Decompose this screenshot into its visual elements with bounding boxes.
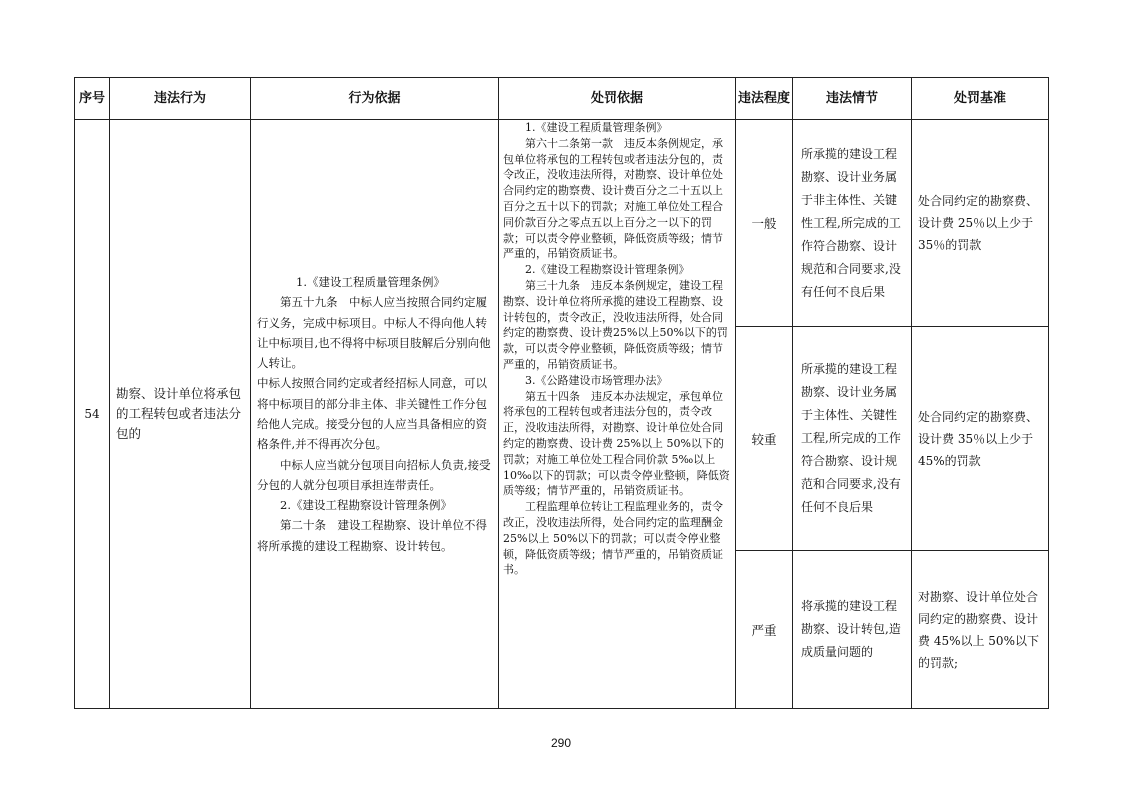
header-row <box>75 78 1049 120</box>
header-penalty: 处罚依据 <box>499 78 736 120</box>
row-penalty <box>499 120 736 709</box>
standard-severe: 对勘察、设计单位处合同约定的勘察费、设计费 45%以上 50%以下的罚款; <box>912 551 1049 709</box>
table-row <box>75 120 1049 327</box>
circumstance-serious: 所承揽的建设工程勘察、设计业务属于主体性、关键性工程,所完成的工作符合勘察、设计规范和合同要求,没有任何不良后果 <box>793 327 912 551</box>
header-seq: 序号 <box>75 78 110 120</box>
basis-article-59-para-2: 中标人按照合同约定或者经招标人同意，可以将中标项目的部分非主体、非关键性工作分包给他人完成。接受分包的人应当具备相应的资格条件,并不得再次分包。 <box>257 376 487 452</box>
basis-law-1: 1.《建设工程质量管理条例》 <box>296 274 445 289</box>
basis-article-59: 第五十九条 中标人应当按照合同约定履行义务，完成中标项目。中标人不得向他人转让中标项目,也不得将中标项目肢解后分别向他人转让。 <box>257 295 491 371</box>
basis-law-2: 2.《建设工程勘察设计管理条例》 <box>280 498 452 513</box>
header-standard: 处罚基准 <box>912 78 1049 120</box>
page-number: 290 <box>550 736 572 750</box>
degree-serious: 较重 <box>736 327 793 551</box>
degree-severe: 严重 <box>736 551 793 709</box>
penalty-law-1: 1.《建设工程质量管理条例》 <box>525 121 668 134</box>
row-basis <box>251 120 499 709</box>
row-seq: 54 <box>75 120 110 709</box>
penalty-article-39: 第三十九条 违反本条例规定，建设工程勘察、设计单位将所承揽的建设工程勘察、设计转包的，责令改正，没收违法所得，处合同约定的勘察费、设计费25%以上50%以下的罚款，可以责令停业整顿，降低资质等级；情节严重的，吊销资质证书。 <box>503 278 728 371</box>
standard-general: 处合同约定的勘察费、设计费 25％以上少于 35％的罚款 <box>912 120 1049 327</box>
header-degree: 违法程度 <box>736 78 793 120</box>
circumstance-severe: 将承揽的建设工程勘察、设计转包,造成质量问题的 <box>793 551 912 709</box>
circumstance-general: 所承揽的建设工程勘察、设计业务属于非主体性、关键性工程,所完成的工作符合勘察、设计规范和合同要求,没有任何不良后果 <box>793 120 912 327</box>
penalty-article-54-para-2: 工程监理单位转让工程监理业务的，责令改正，没收违法所得，处合同约定的监理酬金 25%以上 50%以下的罚款；可以责令停业整顿，降低资质等级；情节严重的，吊销资质证书。 <box>503 500 723 577</box>
penalty-law-2: 2.《建设工程勘察设计管理条例》 <box>525 263 690 277</box>
penalty-standard-table <box>74 77 1049 709</box>
penalty-article-54: 第五十四条 违反本办法规定，承包单位将承包的工程转包或者违法分包的，责令改正，没收违法所得，对勘察、设计单位处合同约定的勘察费、设计费 25%以上 50%以下的罚款；对施工单位处工程合同价款 5‰以上10‰以下的罚款；可以责令停业整顿，降低资质等级；情节严重的，吊销资质证书。 <box>503 389 730 498</box>
header-act: 违法行为 <box>110 78 251 120</box>
header-basis: 行为依据 <box>251 78 499 120</box>
standard-serious: 处合同约定的勘察费、设计费 35％以上少于 45%的罚款 <box>912 327 1049 551</box>
header-circumstance: 违法情节 <box>793 78 912 120</box>
penalty-law-3: 3.《公路建设市场管理办法》 <box>525 373 668 387</box>
basis-article-20: 第二十条 建设工程勘察、设计单位不得将所承揽的建设工程勘察、设计转包。 <box>257 518 487 553</box>
penalty-article-62: 第六十二条第一款 违反本条例规定，承包单位将承包的工程转包或者违法分包的，责令改正，没收违法所得，对勘察、设计单位处合同约定的勘察费、设计费百分之二十五以上百分之五十以下的罚款；对施工单位处工程合同价款百分之零点五以上百分之一以下的罚款；可以责令停业整顿，降低资质等级；情节严重的，吊销资质证书。 <box>503 136 723 261</box>
degree-general: 一般 <box>736 120 793 327</box>
basis-article-59-para-3: 中标人应当就分包项目向招标人负责,接受分包的人就分包项目承担连带责任。 <box>257 457 491 492</box>
row-act: 勘察、设计单位将承包的工程转包或者违法分包的 <box>110 120 251 709</box>
